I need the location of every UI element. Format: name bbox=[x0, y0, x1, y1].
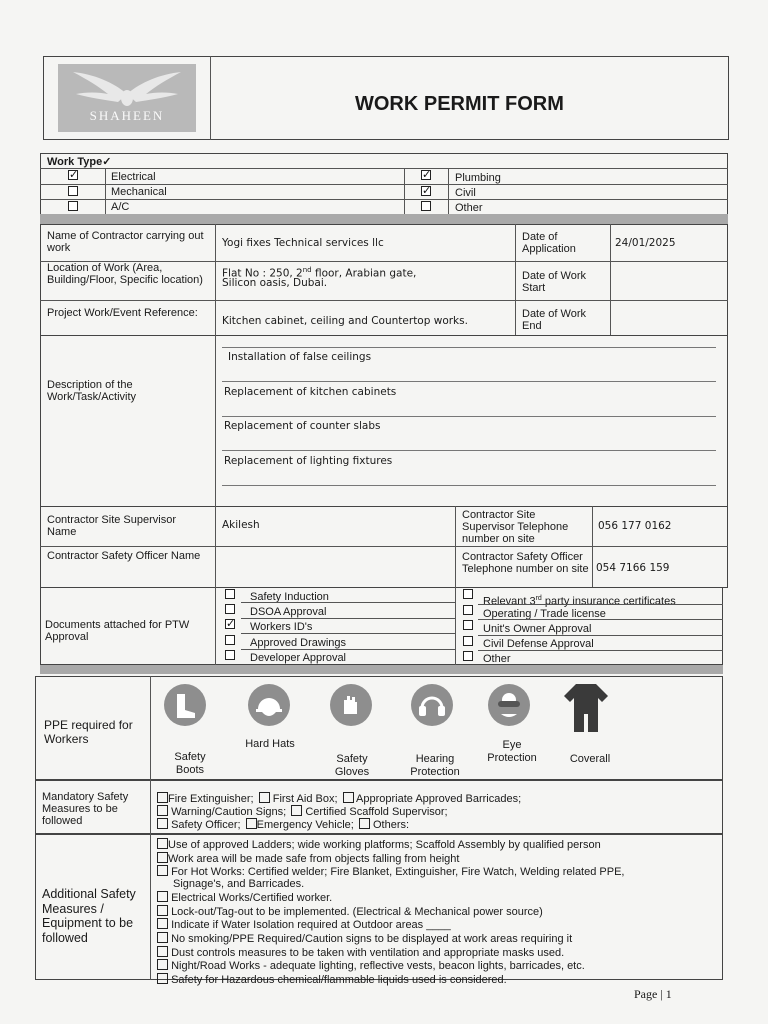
additional-label: Additional Safety Measures / Equipment to be followed bbox=[42, 887, 136, 945]
checkbox-additional-4[interactable] bbox=[157, 891, 168, 902]
coverall-icon bbox=[560, 680, 612, 736]
additional-item: Dust controls measures to be taken with ventilation and appropriate masks used. bbox=[157, 946, 624, 960]
checkbox-emergency-vehicle[interactable] bbox=[246, 818, 257, 829]
doc-safety-induction: Safety Induction bbox=[250, 591, 329, 603]
checkbox-electrical[interactable] bbox=[68, 170, 78, 180]
description-line-1: Installation of false ceilings bbox=[228, 351, 372, 363]
additional-item: Lock-out/Tag-out to be implemented. (Electrical & Mechanical power source) bbox=[157, 905, 624, 919]
checkbox-scaffold-supervisor[interactable] bbox=[291, 805, 302, 816]
checkbox-dsoa-approval[interactable] bbox=[225, 604, 235, 614]
checkbox-additional-5[interactable] bbox=[157, 905, 168, 916]
additional-list bbox=[157, 838, 624, 987]
checkbox-additional-1[interactable] bbox=[157, 838, 168, 849]
checkbox-trade-license[interactable] bbox=[463, 605, 473, 615]
checkbox-additional-2[interactable] bbox=[157, 852, 168, 863]
checkbox-other-work[interactable] bbox=[421, 201, 431, 211]
checkbox-additional-10[interactable] bbox=[157, 973, 168, 984]
additional-item: Work area will be made safe from objects falling from height bbox=[157, 852, 624, 866]
mandatory-label: Mandatory Safety Measures to be followed bbox=[42, 791, 129, 827]
safety-officer-label: Contractor Safety Officer Name bbox=[47, 550, 201, 562]
additional-item: For Hot Works: Certified welder; Fire Blanket, Extinguisher, Fire Watch, Welding related PPE, bbox=[157, 865, 624, 879]
checkbox-other-doc[interactable] bbox=[463, 651, 473, 661]
doc-trade-license: Operating / Trade license bbox=[483, 608, 606, 620]
mandatory-row-2: Warning/Caution Signs; Certified Scaffold Supervisor; bbox=[157, 805, 448, 818]
checkbox-additional-6[interactable] bbox=[157, 918, 168, 929]
boots-icon bbox=[164, 684, 206, 726]
description-box bbox=[40, 335, 728, 507]
work-type-civil: Civil bbox=[455, 187, 476, 199]
date-end-label: Date of Work End bbox=[522, 308, 586, 332]
work-type-label: Work Type✓ bbox=[47, 156, 112, 168]
doc-workers-ids: Workers ID's bbox=[250, 621, 313, 633]
work-type-mechanical: Mechanical bbox=[111, 186, 167, 198]
additional-item: Indicate if Water Isolation required at Outdoor areas ____ bbox=[157, 918, 624, 932]
checkbox-approved-drawings[interactable] bbox=[225, 635, 235, 645]
safety-phone-label: Contractor Safety Officer Telephone number on site bbox=[462, 551, 589, 575]
checkbox-warning-signs[interactable] bbox=[157, 805, 168, 816]
page-number: Page | 1 bbox=[634, 987, 672, 1001]
description-line-3: Replacement of counter slabs bbox=[224, 420, 381, 432]
work-type-other: Other bbox=[455, 202, 483, 214]
description-line-2: Replacement of kitchen cabinets bbox=[224, 386, 397, 398]
checkbox-civil[interactable] bbox=[421, 186, 431, 196]
checkbox-additional-3[interactable] bbox=[157, 865, 168, 876]
doc-developer-approval: Developer Approval bbox=[250, 652, 347, 664]
checkbox-barricades[interactable] bbox=[343, 792, 354, 803]
contractor-name-label: Name of Contractor carrying out work bbox=[47, 230, 204, 254]
section-divider-2 bbox=[40, 665, 723, 674]
checkbox-additional-7[interactable] bbox=[157, 932, 168, 943]
work-type-ac: A/C bbox=[111, 201, 130, 213]
additional-item: Safety for Hazardous chemical/flammable liquids used is considered. bbox=[157, 973, 624, 987]
contractor-name-value: Yogi fixes Technical services llc bbox=[222, 237, 384, 249]
checkbox-additional-9[interactable] bbox=[157, 959, 168, 970]
gloves-icon bbox=[330, 684, 372, 726]
mandatory-row-3: Safety Officer; Emergency Vehicle; Others: bbox=[157, 818, 409, 831]
work-type-plumbing: Plumbing bbox=[455, 172, 501, 184]
checkbox-developer-approval[interactable] bbox=[225, 650, 235, 660]
ppe-caption-gloves: Safety Gloves bbox=[334, 753, 370, 778]
doc-insurance: Relevant 3rd party insurance certificates bbox=[483, 595, 676, 608]
doc-other: Other bbox=[483, 653, 511, 665]
checkbox-mechanical[interactable] bbox=[68, 186, 78, 196]
doc-dsoa-approval: DSOA Approval bbox=[250, 606, 327, 618]
checkbox-ac[interactable] bbox=[68, 201, 78, 211]
doc-civil-defense: Civil Defense Approval bbox=[483, 638, 594, 650]
checkbox-insurance[interactable] bbox=[463, 589, 473, 599]
checkbox-civil-defense[interactable] bbox=[463, 636, 473, 646]
checkbox-safety-officer[interactable] bbox=[157, 818, 168, 829]
checkbox-first-aid[interactable] bbox=[259, 792, 270, 803]
doc-owner-approval: Unit's Owner Approval bbox=[483, 623, 592, 635]
project-label: Project Work/Event Reference: bbox=[47, 307, 198, 319]
ppe-caption-hard-hats: Hard Hats bbox=[245, 738, 295, 750]
hard-hat-icon bbox=[248, 684, 290, 726]
location-value-2: Silicon oasis, Dubai. bbox=[222, 277, 328, 289]
location-label: Location of Work (Area, Building/Floor, Specific location) bbox=[47, 262, 203, 286]
ppe-caption-boots: Safety Boots bbox=[174, 751, 206, 776]
hearing-icon bbox=[411, 684, 453, 726]
ppe-caption-eye: Eye Protection bbox=[487, 739, 537, 764]
doc-approved-drawings: Approved Drawings bbox=[250, 637, 346, 649]
ppe-caption-coverall: Coverall bbox=[569, 753, 611, 765]
date-start-label: Date of Work Start bbox=[522, 270, 586, 294]
eye-icon bbox=[488, 684, 530, 726]
page-title: WORK PERMIT FORM bbox=[355, 93, 564, 115]
supervisor-label: Contractor Site Supervisor Name bbox=[47, 514, 176, 538]
work-type-electrical: Electrical bbox=[111, 171, 156, 183]
description-label: Description of the Work/Task/Activity bbox=[47, 379, 137, 403]
additional-item: Night/Road Works - adequate lighting, reflective vests, beacon lights, barricades, etc. bbox=[157, 959, 624, 973]
section-divider bbox=[40, 214, 728, 224]
checkbox-others[interactable] bbox=[359, 818, 370, 829]
logo-text: SHAHEEN bbox=[89, 108, 165, 123]
supervisor-value: Akilesh bbox=[222, 519, 260, 531]
mandatory-row-1: Fire Extinguisher; First Aid Box; Appropriate Approved Barricades; bbox=[157, 792, 521, 805]
ppe-label: PPE required for Workers bbox=[44, 718, 133, 746]
documents-label: Documents attached for PTW Approval bbox=[45, 619, 190, 643]
project-value: Kitchen cabinet, ceiling and Countertop works. bbox=[222, 315, 468, 327]
checkbox-fire-extinguisher[interactable] bbox=[157, 792, 168, 803]
additional-item: Use of approved Ladders; wide working platforms; Scaffold Assembly by qualified person bbox=[157, 838, 624, 852]
additional-item: Electrical Works/Certified worker. bbox=[157, 891, 624, 905]
supervisor-phone-value: 056 177 0162 bbox=[598, 520, 672, 532]
location-value-1: Flat No : 250, 2nd floor, Arabian gate, bbox=[222, 266, 417, 280]
checkbox-safety-induction[interactable] bbox=[225, 589, 235, 599]
checkbox-plumbing[interactable] bbox=[421, 170, 431, 180]
date-application-label: Date of Application bbox=[522, 231, 576, 255]
checkbox-workers-ids[interactable] bbox=[225, 619, 235, 629]
checkbox-owner-approval[interactable] bbox=[463, 620, 473, 630]
date-application-value: 24/01/2025 bbox=[615, 237, 676, 249]
description-line-4: Replacement of lighting fixtures bbox=[224, 455, 393, 467]
safety-phone-value: 054 7166 159 bbox=[596, 562, 670, 574]
additional-item: No smoking/PPE Required/Caution signs to be displayed at work areas requiring it bbox=[157, 932, 624, 946]
company-logo bbox=[58, 64, 196, 132]
ppe-caption-hearing: Hearing Protection bbox=[410, 753, 460, 778]
supervisor-phone-label: Contractor Site Supervisor Telephone number on site bbox=[462, 509, 569, 545]
checkbox-additional-8[interactable] bbox=[157, 946, 168, 957]
additional-item-cont: Signage's, and Barricades. bbox=[173, 878, 305, 891]
